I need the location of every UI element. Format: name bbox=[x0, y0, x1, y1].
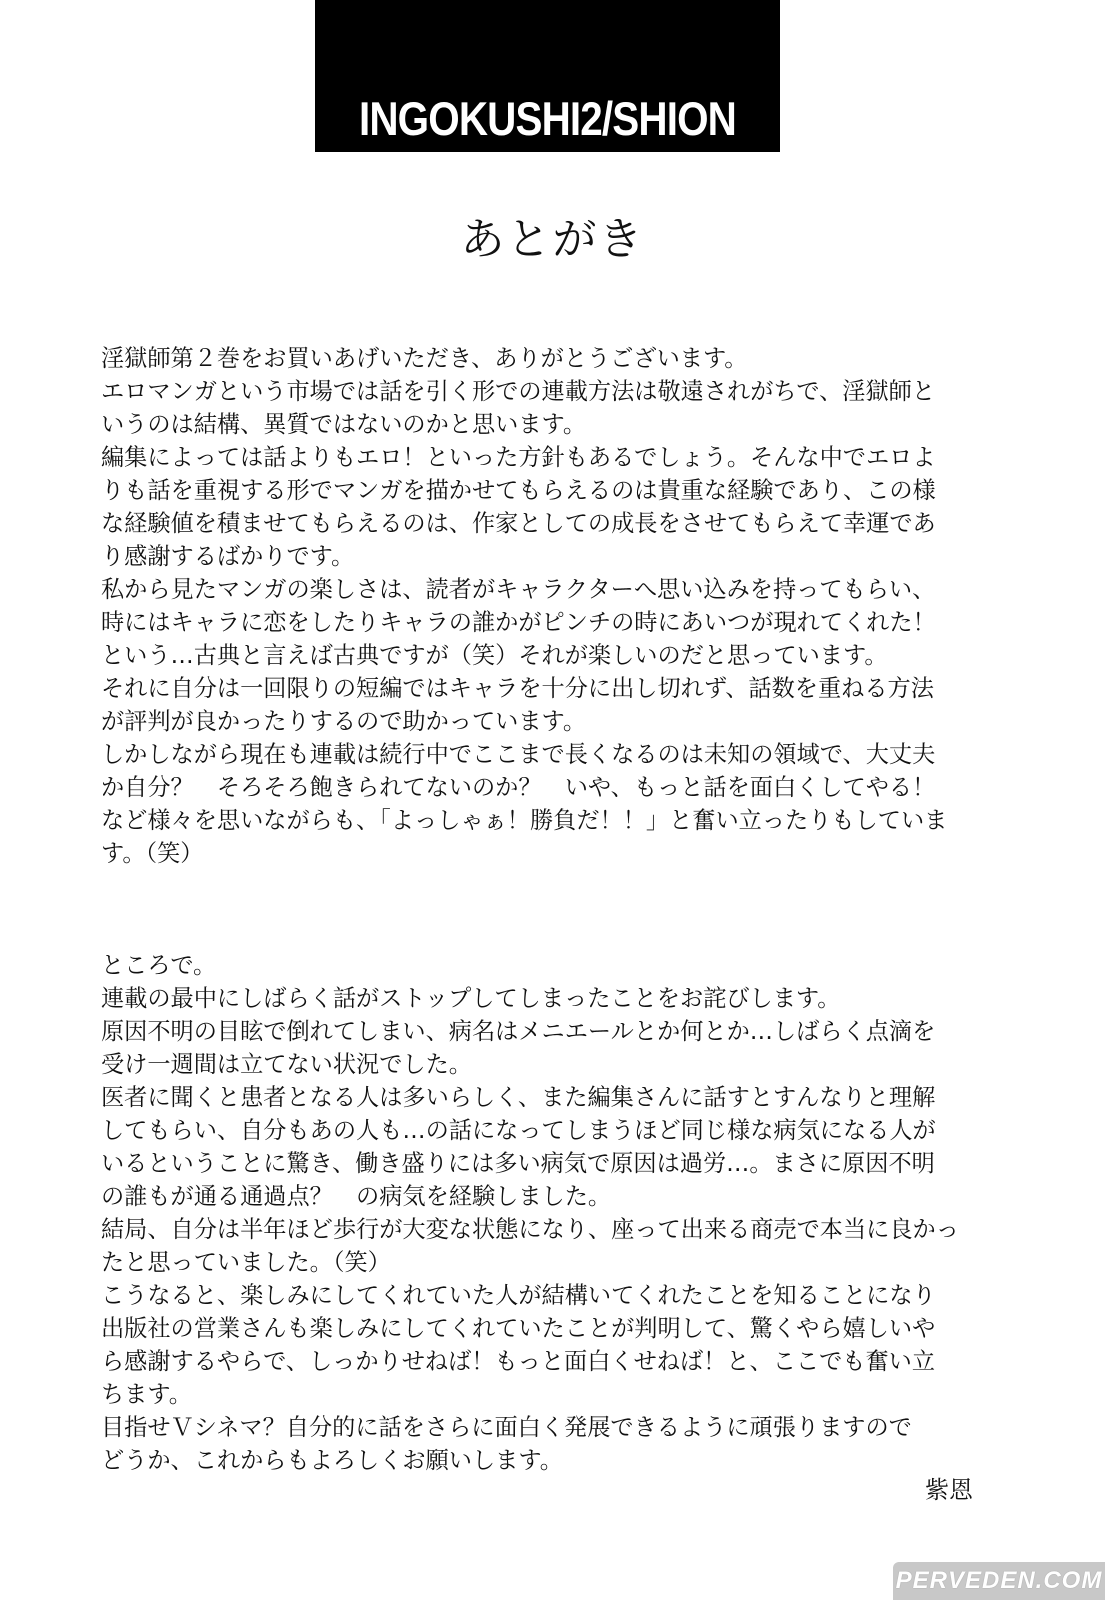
author-signature: 紫恩 bbox=[925, 1476, 973, 1504]
text-line: 連載の最中にしばらく話がストップしてしまったことをお詫びします。 bbox=[101, 985, 841, 1013]
text-line: しかしながら現在も連載は続行中でここまで長くなるのは未知の領域で、大丈夫 bbox=[101, 741, 936, 768]
afterword-title: あとがき bbox=[460, 214, 645, 265]
text-line: 受け一週間は立てない状況でした。 bbox=[101, 1051, 472, 1079]
text-line: 淫獄師第２巻をお買いあげいただき、ありがとうございます。 bbox=[101, 345, 748, 372]
text-line: な経験値を積ませてもらえるのは、作家としての成長をさせてもらえて幸運であ bbox=[101, 510, 936, 537]
text-line: という…古典と言えば古典ですが（笑）それが楽しいのだと思っています。 bbox=[101, 642, 888, 669]
text-line: ちます。 bbox=[101, 1381, 192, 1409]
text-line: 時にはキャラに恋をしたりキャラの誰かがピンチの時にあいつが現れてくれた！ bbox=[101, 609, 936, 636]
text-line: か自分？ そろそろ飽きられてないのか？ いや、もっと話を面白くしてやる！ bbox=[101, 774, 936, 801]
text-line: 医者に聞くと患者となる人は多いらしく、また編集さんに話すとすんなりと理解 bbox=[101, 1084, 936, 1112]
text-line: ら感謝するやらで、しっかりせねば！もっと面白くせねば！と、ここでも奮い立 bbox=[101, 1348, 936, 1376]
text-line: ところで。 bbox=[101, 952, 217, 980]
text-line: の誰もが通る通過点？ の病気を経験しました。 bbox=[101, 1183, 612, 1211]
text-line: り感謝するばかりです。 bbox=[101, 543, 355, 570]
text-line: 私から見たマンガの楽しさは、読者がキャラクターへ思い込みを持ってもらい、 bbox=[101, 576, 936, 603]
text-line: 編集によっては話よりもエロ！といった方針もあるでしょう。そんな中でエロよ bbox=[101, 444, 936, 471]
text-line: が評判が良かったりするので助かっています。 bbox=[101, 708, 587, 735]
text-line: いうのは結構、異質ではないのかと思います。 bbox=[101, 411, 587, 438]
site-watermark: PERVEDEN.COM bbox=[893, 1562, 1105, 1600]
text-line: どうか、これからもよろしくお願いします。 bbox=[101, 1447, 563, 1475]
text-line: してもらい、自分もあの人も…の話になってしまうほど同じ様な病気になる人が bbox=[101, 1117, 936, 1145]
text-line: たと思っていました。（笑） bbox=[101, 1249, 391, 1277]
header-title: INGOKUSHI2/SHION bbox=[358, 92, 737, 145]
text-line: す。（笑） bbox=[101, 840, 204, 867]
text-line: 結局、自分は半年ほど歩行が大変な状態になり、座って出来る商売で本当に良かっ bbox=[101, 1216, 959, 1244]
text-line: いるということに驚き、働き盛りには多い病気で原因は過労…。まさに原因不明 bbox=[101, 1150, 935, 1178]
afterword-body bbox=[101, 342, 1001, 1477]
text-line: りも話を重視する形でマンガを描かせてもらえるのは貴重な経験であり、この様 bbox=[101, 477, 936, 504]
text-line: 出版社の営業さんも楽しみにしてくれていたことが判明して、驚くやら嬉しいや bbox=[101, 1315, 936, 1343]
text-line: 目指せＶシネマ？自分的に話をさらに面白く発展できるように頑張りますので bbox=[101, 1414, 912, 1442]
header-banner bbox=[315, 0, 780, 152]
text-line: など様々を思いながらも、「よっしゃぁ！勝負だ！！」と奮い立ったりもしていま bbox=[101, 807, 948, 834]
text-line: こうなると、楽しみにしてくれていた人が結構いてくれたことを知ることになり bbox=[101, 1282, 936, 1310]
paragraph-spacer bbox=[101, 893, 1001, 926]
text-line: それに自分は一回限りの短編ではキャラを十分に出し切れず、話数を重ねる方法 bbox=[101, 675, 934, 702]
text-line: エロマンガという市場では話を引く形での連載方法は敬遠されがちで、淫獄師と bbox=[101, 378, 936, 405]
text-line: 原因不明の目眩で倒れてしまい、病名はメニエールとか何とか…しばらく点滴を bbox=[101, 1018, 936, 1046]
